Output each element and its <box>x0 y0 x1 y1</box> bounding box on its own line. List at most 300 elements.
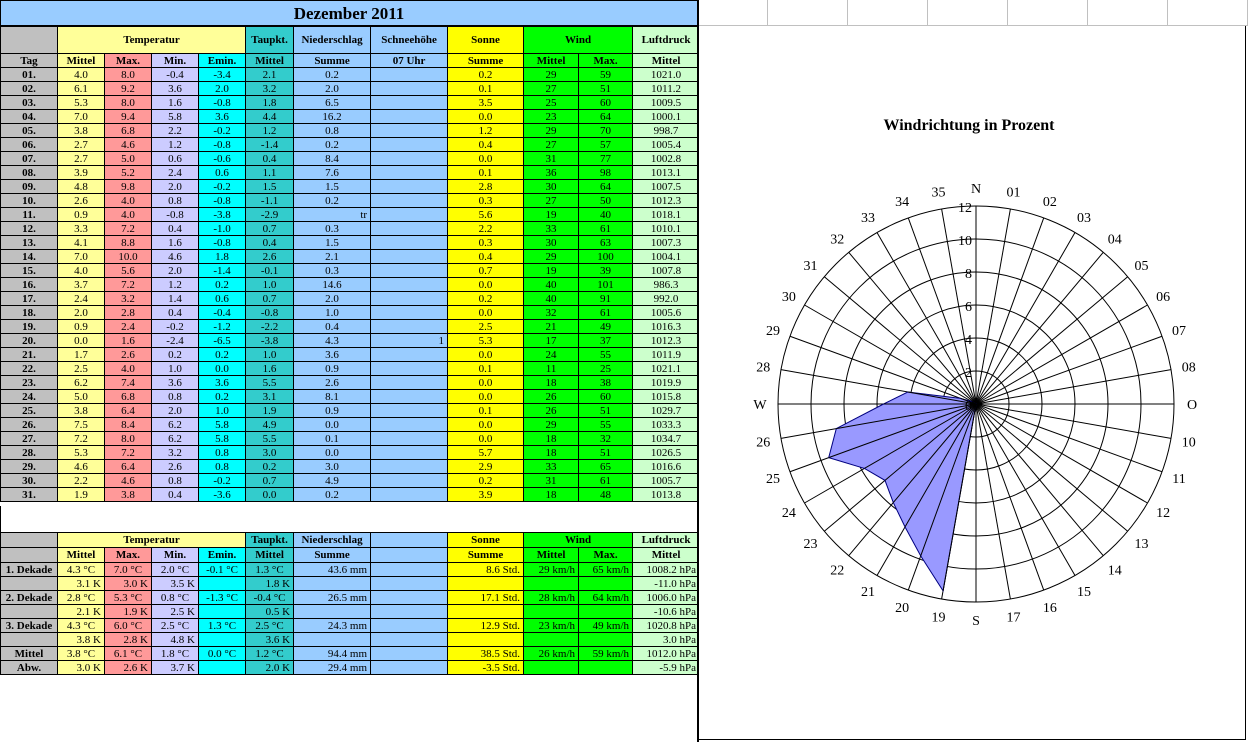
wind-mittel-cell: 40 <box>524 292 579 306</box>
sonne-cell: 0.3 <box>448 194 524 208</box>
nieder-summe-header: Summe <box>294 54 371 68</box>
direction-label: 26 <box>756 435 771 451</box>
sonne-cell: 2.5 <box>448 320 524 334</box>
temp-max-cell: 7.4 <box>105 376 152 390</box>
niederschlag-cell: 0.2 <box>294 194 371 208</box>
temp-emin-cell: 0.2 <box>199 278 246 292</box>
temp-min-cell: 0.6 <box>152 152 199 166</box>
summary-blank <box>1 533 58 548</box>
temp-emin-cell: -1.0 <box>199 222 246 236</box>
wind-mittel-cell: 30 <box>524 236 579 250</box>
temp-emin-cell: -3.6 <box>199 488 246 502</box>
mittel-taupkt: 1.2 °C <box>246 647 294 661</box>
table-row <box>1 110 700 124</box>
summary-luftdruck-header: Luftdruck <box>633 533 700 548</box>
radial-tick-label: 6 <box>965 300 972 315</box>
temp-emin-cell: -6.5 <box>199 334 246 348</box>
direction-label: 08 <box>1181 360 1196 376</box>
taupkt-mittel-header: Mittel <box>246 54 294 68</box>
mittel-schnee <box>371 647 448 661</box>
luftdruck-cell: 1013.1 <box>633 166 700 180</box>
table-row <box>1 278 700 292</box>
dev-sonne <box>448 633 524 647</box>
luftdruck-cell: 1015.8 <box>633 390 700 404</box>
dev-mittel: 2.1 K <box>58 605 105 619</box>
luftdruck-cell: 1007.3 <box>633 236 700 250</box>
dekade-max: 6.0 °C <box>105 619 152 633</box>
taupkt-cell: 1.5 <box>246 180 294 194</box>
temp-max-cell: 4.0 <box>105 362 152 376</box>
direction-label: 16 <box>1042 601 1057 616</box>
temp-min-cell: 0.8 <box>152 194 199 208</box>
wind-mittel-cell: 19 <box>524 208 579 222</box>
luftdruck-cell: 1016.6 <box>633 460 700 474</box>
table-row <box>1 404 700 418</box>
luftdruck-cell: 1021.1 <box>633 362 700 376</box>
direction-label: 10 <box>1181 435 1196 451</box>
panel-divider <box>697 0 699 742</box>
temp-min-cell: 2.2 <box>152 124 199 138</box>
schneehoehe-cell <box>371 418 448 432</box>
luftdruck-cell: 1013.8 <box>633 488 700 502</box>
luftdruck-cell: 1009.5 <box>633 96 700 110</box>
temp-emin-cell: 0.6 <box>199 166 246 180</box>
wind-mittel-cell: 29 <box>524 418 579 432</box>
schneehoehe-cell <box>371 236 448 250</box>
temp-min-cell: -0.4 <box>152 68 199 82</box>
summary-blank-2 <box>1 548 58 563</box>
radial-tick-label: 10 <box>958 234 972 249</box>
wind-max-cell: 51 <box>579 82 633 96</box>
wind-mittel-cell: 24 <box>524 348 579 362</box>
direction-label: 23 <box>803 536 818 552</box>
taupkt-cell: 0.4 <box>246 236 294 250</box>
summary-mittel-header: Mittel <box>58 548 105 563</box>
dev-label <box>1 633 58 647</box>
wind-mittel-cell: 18 <box>524 432 579 446</box>
temp-mittel-cell: 2.5 <box>58 362 105 376</box>
dekade-deviation-row <box>1 577 700 591</box>
dev-schnee <box>371 605 448 619</box>
dekade-max: 7.0 °C <box>105 563 152 577</box>
temp-mittel-cell: 0.0 <box>58 334 105 348</box>
niederschlag-cell: 0.3 <box>294 264 371 278</box>
taupkt-cell: 1.1 <box>246 166 294 180</box>
chart-title: Windrichtung in Prozent <box>883 117 1055 134</box>
niederschlag-cell: 0.0 <box>294 418 371 432</box>
schneehoehe-cell <box>371 68 448 82</box>
wind-max-cell: 61 <box>579 474 633 488</box>
direction-label: 07 <box>1172 324 1186 340</box>
temp-emin-cell: 3.6 <box>199 376 246 390</box>
table-row <box>1 348 700 362</box>
temp-max-cell: 5.0 <box>105 152 152 166</box>
tag-cell: 23. <box>1 376 58 390</box>
wind-max-cell: 64 <box>579 110 633 124</box>
temp-min-cell: 2.0 <box>152 264 199 278</box>
abw-label: Abw. <box>1 661 58 675</box>
temp-emin-cell: -0.8 <box>199 194 246 208</box>
niederschlag-cell: 2.6 <box>294 376 371 390</box>
table-row <box>1 390 700 404</box>
schneehoehe-cell <box>371 222 448 236</box>
temp-emin-cell: -0.8 <box>199 96 246 110</box>
temp-min-cell: 6.2 <box>152 432 199 446</box>
sonne-cell: 0.4 <box>448 138 524 152</box>
temp-emin-cell: -0.4 <box>199 306 246 320</box>
dekade-taupkt: 1.3 °C <box>246 563 294 577</box>
tag-cell: 16. <box>1 278 58 292</box>
wind-mittel-cell: 31 <box>524 152 579 166</box>
niederschlag-header: Niederschlag <box>294 27 371 54</box>
schneehoehe-header: Schneehöhe <box>371 27 448 54</box>
sonne-cell: 0.3 <box>448 236 524 250</box>
tag-cell: 24. <box>1 390 58 404</box>
table-row <box>1 460 700 474</box>
radial-tick-label: 0 <box>965 399 972 414</box>
radial-tick-label: 8 <box>965 267 972 282</box>
dekade-taupkt: 2.5 °C <box>246 619 294 633</box>
sonne-cell: 0.0 <box>448 418 524 432</box>
temp-min-cell: -0.8 <box>152 208 199 222</box>
mittel-wind-max: 59 km/h <box>579 647 633 661</box>
luftdruck-cell: 1018.1 <box>633 208 700 222</box>
wind-max-cell: 61 <box>579 222 633 236</box>
dev-emin <box>199 577 246 591</box>
temp-max-header: Max. <box>105 54 152 68</box>
wind-max-cell: 60 <box>579 390 633 404</box>
tag-cell: 25. <box>1 404 58 418</box>
dev-wind-mittel <box>524 633 579 647</box>
abw-max: 2.6 K <box>105 661 152 675</box>
mittel-wind-mittel: 26 km/h <box>524 647 579 661</box>
sonne-cell: 0.4 <box>448 250 524 264</box>
sonne-cell: 0.1 <box>448 166 524 180</box>
temp-mittel-cell: 4.0 <box>58 68 105 82</box>
dekade-niederschlag: 43.6 mm <box>294 563 371 577</box>
tag-cell: 08. <box>1 166 58 180</box>
temp-emin-cell: -0.8 <box>199 138 246 152</box>
direction-label: 15 <box>1077 585 1091 601</box>
tag-cell: 10. <box>1 194 58 208</box>
dev-niederschlag <box>294 577 371 591</box>
schneehoehe-cell <box>371 320 448 334</box>
wind-max-header: Max. <box>579 54 633 68</box>
temp-min-cell: 0.2 <box>152 348 199 362</box>
niederschlag-cell: 0.9 <box>294 404 371 418</box>
luftdruck-cell: 1033.3 <box>633 418 700 432</box>
schneehoehe-cell <box>371 110 448 124</box>
dekade-row <box>1 563 700 577</box>
temp-min-cell: 1.0 <box>152 362 199 376</box>
temp-mittel-cell: 3.7 <box>58 278 105 292</box>
table-row <box>1 194 700 208</box>
taupkt-cell: 1.0 <box>246 348 294 362</box>
wind-mittel-cell: 31 <box>524 474 579 488</box>
temp-max-cell: 1.6 <box>105 334 152 348</box>
temp-emin-cell: 0.2 <box>199 390 246 404</box>
dev-niederschlag <box>294 633 371 647</box>
tag-cell: 03. <box>1 96 58 110</box>
temp-mittel-cell: 7.5 <box>58 418 105 432</box>
schneehoehe-cell <box>371 432 448 446</box>
table-row <box>1 138 700 152</box>
dekade-min: 2.5 °C <box>152 619 199 633</box>
table-row <box>1 446 700 460</box>
luftdruck-cell: 1004.1 <box>633 250 700 264</box>
temp-max-cell: 6.8 <box>105 124 152 138</box>
temp-max-cell: 2.6 <box>105 348 152 362</box>
sonne-cell: 5.6 <box>448 208 524 222</box>
mittel-max: 6.1 °C <box>105 647 152 661</box>
schneehoehe-cell <box>371 166 448 180</box>
wind-max-cell: 57 <box>579 138 633 152</box>
schneehoehe-cell <box>371 306 448 320</box>
taupkt-cell: 1.8 <box>246 96 294 110</box>
dekade-emin: -1.3 °C <box>199 591 246 605</box>
table-row <box>1 488 700 502</box>
dev-schnee <box>371 577 448 591</box>
luftdruck-cell: 1019.9 <box>633 376 700 390</box>
sonne-cell: 0.1 <box>448 362 524 376</box>
sonne-cell: 3.5 <box>448 96 524 110</box>
temp-max-cell: 4.6 <box>105 138 152 152</box>
temp-mittel-cell: 6.1 <box>58 82 105 96</box>
temp-max-cell: 8.4 <box>105 418 152 432</box>
tag-cell: 27. <box>1 432 58 446</box>
niederschlag-cell: 1.5 <box>294 236 371 250</box>
luftdruck-cell: 998.7 <box>633 124 700 138</box>
schneehoehe-cell <box>371 152 448 166</box>
dev-wind-max <box>579 577 633 591</box>
temp-emin-cell: -3.4 <box>199 68 246 82</box>
wind-mittel-cell: 29 <box>524 68 579 82</box>
taupkt-cell: 2.6 <box>246 250 294 264</box>
dekade-luftdruck: 1008.2 hPa <box>633 563 700 577</box>
temp-mittel-cell: 5.3 <box>58 446 105 460</box>
dekade-label: 1. Dekade <box>1 563 58 577</box>
temp-min-cell: 5.8 <box>152 110 199 124</box>
wind-mittel-cell: 18 <box>524 446 579 460</box>
temp-max-cell: 4.0 <box>105 208 152 222</box>
table-row <box>1 208 700 222</box>
temp-emin-cell: 1.0 <box>199 404 246 418</box>
schneehoehe-cell <box>371 390 448 404</box>
tag-cell: 31. <box>1 488 58 502</box>
dev-wind-max <box>579 633 633 647</box>
wind-max-cell: 98 <box>579 166 633 180</box>
tag-cell: 04. <box>1 110 58 124</box>
temp-mittel-cell: 2.2 <box>58 474 105 488</box>
temp-mittel-cell: 5.3 <box>58 96 105 110</box>
luftdruck-cell: 1010.1 <box>633 222 700 236</box>
mittel-min: 1.8 °C <box>152 647 199 661</box>
temp-emin-cell: -0.2 <box>199 474 246 488</box>
temp-emin-cell: 5.8 <box>199 432 246 446</box>
temp-min-cell: 6.2 <box>152 418 199 432</box>
temp-emin-cell: -1.4 <box>199 264 246 278</box>
schneehoehe-cell <box>371 180 448 194</box>
temp-min-cell: 3.6 <box>152 82 199 96</box>
temp-mittel-cell: 7.0 <box>58 110 105 124</box>
mittel-mittel: 3.8 °C <box>58 647 105 661</box>
direction-label: 01 <box>1006 185 1021 201</box>
dekade-mittel: 4.3 °C <box>58 563 105 577</box>
wind-mittel-cell: 23 <box>524 110 579 124</box>
sonne-cell: 0.0 <box>448 432 524 446</box>
temp-mittel-cell: 3.3 <box>58 222 105 236</box>
temp-max-cell: 8.0 <box>105 68 152 82</box>
taupkt-cell: -1.4 <box>246 138 294 152</box>
taupkt-header: Taupkt. <box>246 27 294 54</box>
temp-emin-cell: 3.6 <box>199 110 246 124</box>
temp-min-cell: 3.6 <box>152 376 199 390</box>
summary-taupkt-mittel-header: Mittel <box>246 548 294 563</box>
dev-mittel: 3.1 K <box>58 577 105 591</box>
temp-emin-cell: 0.8 <box>199 460 246 474</box>
temp-max-cell: 7.2 <box>105 446 152 460</box>
temp-min-cell: 4.6 <box>152 250 199 264</box>
temp-max-cell: 7.2 <box>105 222 152 236</box>
temp-min-cell: 1.4 <box>152 292 199 306</box>
schneehoehe-cell <box>371 124 448 138</box>
taupkt-cell: 2.1 <box>246 68 294 82</box>
sonne-cell: 0.0 <box>448 306 524 320</box>
taupkt-cell: 3.1 <box>246 390 294 404</box>
abw-min: 3.7 K <box>152 661 199 675</box>
table-row <box>1 152 700 166</box>
dekade-niederschlag: 24.3 mm <box>294 619 371 633</box>
table-row <box>1 96 700 110</box>
tag-cell: 05. <box>1 124 58 138</box>
schneehoehe-cell <box>371 82 448 96</box>
dekade-wind-mittel: 28 km/h <box>524 591 579 605</box>
taupkt-cell: 3.2 <box>246 82 294 96</box>
direction-label: 25 <box>766 471 780 487</box>
tag-cell: 11. <box>1 208 58 222</box>
dekade-sonne: 12.9 Std. <box>448 619 524 633</box>
temp-min-cell: 0.4 <box>152 222 199 236</box>
temp-mittel-cell: 2.7 <box>58 138 105 152</box>
schneehoehe-cell: 1 <box>371 334 448 348</box>
tag-cell: 07. <box>1 152 58 166</box>
schneehoehe-cell <box>371 194 448 208</box>
wind-max-cell: 51 <box>579 446 633 460</box>
taupkt-cell: 4.9 <box>246 418 294 432</box>
temp-mittel-cell: 4.1 <box>58 236 105 250</box>
grid-cell <box>768 0 848 26</box>
wind-max-cell: 55 <box>579 418 633 432</box>
summary-sonne-header: Sonne <box>448 533 524 548</box>
table-row <box>1 166 700 180</box>
schneehoehe-cell <box>371 488 448 502</box>
direction-label: 24 <box>781 506 796 521</box>
temp-max-cell: 3.8 <box>105 488 152 502</box>
dekade-min: 0.8 °C <box>152 591 199 605</box>
wind-max-cell: 32 <box>579 432 633 446</box>
temp-min-cell: -0.2 <box>152 320 199 334</box>
summary-schnee-blank-2 <box>371 548 448 563</box>
tag-cell: 21. <box>1 348 58 362</box>
radial-tick-label: 12 <box>958 201 972 216</box>
temp-emin-cell: 5.8 <box>199 418 246 432</box>
taupkt-cell: 0.4 <box>246 152 294 166</box>
direction-label: S <box>972 614 980 629</box>
wind-mittel-cell: 27 <box>524 138 579 152</box>
sonne-cell: 0.0 <box>448 152 524 166</box>
dekade-sonne: 17.1 Std. <box>448 591 524 605</box>
wind-rose-chart <box>698 26 1246 740</box>
niederschlag-cell: 3.6 <box>294 348 371 362</box>
grid-cell <box>928 0 1008 26</box>
temp-emin-cell: 0.2 <box>199 348 246 362</box>
dev-sonne <box>448 577 524 591</box>
temp-emin-cell: 0.6 <box>199 292 246 306</box>
niederschlag-cell: 7.6 <box>294 166 371 180</box>
wind-max-cell: 25 <box>579 362 633 376</box>
temp-mittel-cell: 3.8 <box>58 124 105 138</box>
dekade-luftdruck: 1006.0 hPa <box>633 591 700 605</box>
taupkt-cell: 0.7 <box>246 292 294 306</box>
dekade-max: 5.3 °C <box>105 591 152 605</box>
dekade-label: 2. Dekade <box>1 591 58 605</box>
niederschlag-cell: 2.0 <box>294 82 371 96</box>
temp-mittel-cell: 7.2 <box>58 432 105 446</box>
schneehoehe-cell <box>371 96 448 110</box>
sonne-cell: 0.2 <box>448 474 524 488</box>
temp-max-cell: 8.0 <box>105 432 152 446</box>
dev-label <box>1 605 58 619</box>
summary-wind-header: Wind <box>524 533 633 548</box>
wind-mittel-cell: 27 <box>524 82 579 96</box>
dekade-wind-max: 64 km/h <box>579 591 633 605</box>
temp-emin-cell: 0.0 <box>199 362 246 376</box>
temp-mittel-cell: 2.0 <box>58 306 105 320</box>
table-row <box>1 68 700 82</box>
temp-min-cell: 0.8 <box>152 474 199 488</box>
wind-mittel-cell: 18 <box>524 376 579 390</box>
tag-cell: 06. <box>1 138 58 152</box>
taupkt-cell: -2.9 <box>246 208 294 222</box>
direction-label: 14 <box>1107 563 1122 579</box>
mittel-label: Mittel <box>1 647 58 661</box>
wind-mittel-cell: 26 <box>524 404 579 418</box>
temp-max-cell: 9.8 <box>105 180 152 194</box>
temp-emin-cell: 2.0 <box>199 82 246 96</box>
dekade-taupkt: -0.4 °C <box>246 591 294 605</box>
taupkt-cell: 4.4 <box>246 110 294 124</box>
grid-cell <box>1088 0 1168 26</box>
dekade-niederschlag: 26.5 mm <box>294 591 371 605</box>
schneehoehe-cell <box>371 404 448 418</box>
mittel-emin: 0.0 °C <box>199 647 246 661</box>
abw-schnee <box>371 661 448 675</box>
schneehoehe-cell <box>371 292 448 306</box>
schneehoehe-cell <box>371 264 448 278</box>
direction-label: N <box>970 182 982 197</box>
niederschlag-cell: 4.9 <box>294 474 371 488</box>
luftdruck-cell: 1026.5 <box>633 446 700 460</box>
schneehoehe-cell <box>371 250 448 264</box>
abw-taupkt: 2.0 K <box>246 661 294 675</box>
taupkt-cell: 0.2 <box>246 460 294 474</box>
wind-mittel-cell: 21 <box>524 320 579 334</box>
table-row <box>1 362 700 376</box>
tag-cell: 13. <box>1 236 58 250</box>
luftdruck-cell: 1021.0 <box>633 68 700 82</box>
temp-max-cell: 4.6 <box>105 474 152 488</box>
luftdruck-cell: 1005.6 <box>633 306 700 320</box>
